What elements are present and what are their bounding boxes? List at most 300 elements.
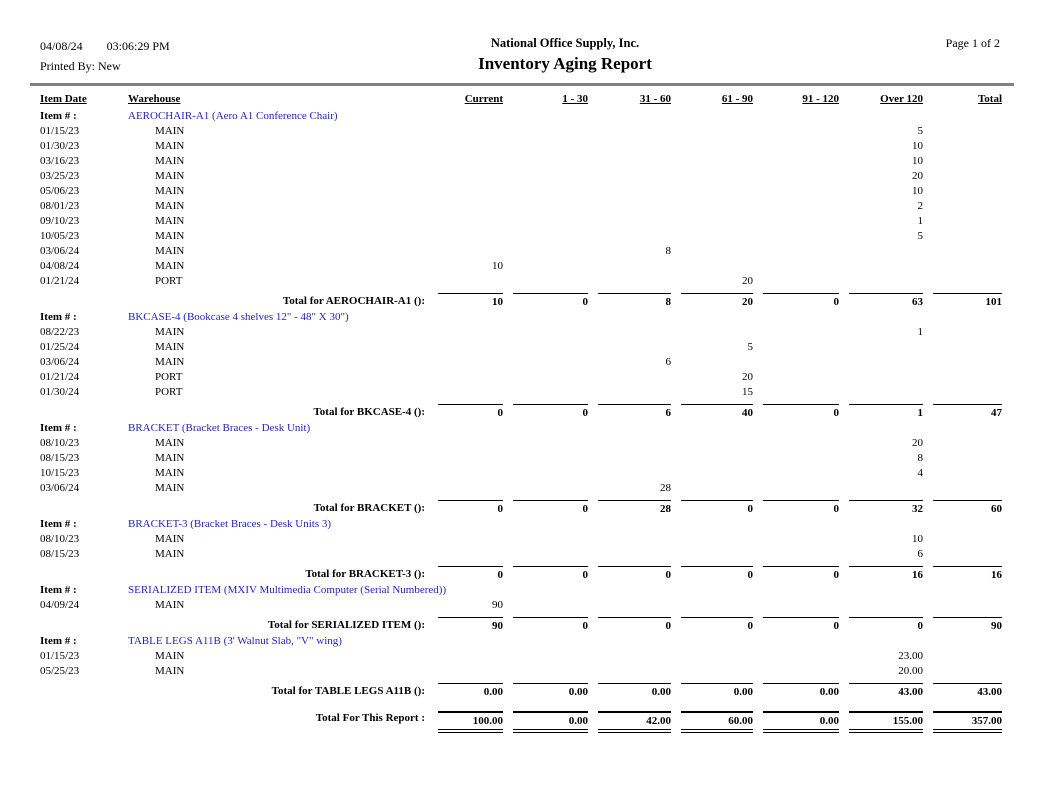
item-name-link[interactable]: AEROCHAIR-A1 (Aero A1 Conference Chair): [128, 110, 338, 122]
report-total-row: [40, 699, 1002, 733]
group-total-cell: [428, 496, 503, 516]
group-total-value: 28: [598, 500, 671, 516]
aging-value-cell: [588, 664, 671, 679]
detail-row: [40, 139, 1002, 154]
aging-value-cell: [428, 199, 503, 214]
aging-value-cell: [503, 649, 588, 664]
group-total-row: [40, 400, 1002, 420]
aging-value-cell: [923, 466, 1002, 481]
aging-value-cell: [588, 154, 671, 169]
double-underline: [438, 729, 503, 733]
group-total-value: 63: [849, 293, 923, 309]
group-total-label: Total for BRACKET ():: [313, 502, 425, 514]
aging-value-cell: 20: [912, 170, 923, 182]
warehouse-cell: MAIN: [155, 341, 185, 353]
aging-value-cell: [671, 325, 753, 340]
group-total-value: 0.00: [598, 683, 671, 699]
group-total-label: Total for AEROCHAIR-A1 ():: [282, 295, 425, 307]
double-underline: [933, 729, 1002, 733]
col-header-warehouse: Warehouse: [128, 93, 181, 105]
aging-value-cell: [923, 154, 1002, 169]
aging-value-cell: [588, 124, 671, 139]
item-date-cell: 05/06/23: [40, 185, 80, 197]
warehouse-cell: MAIN: [155, 356, 185, 368]
detail-row: [40, 451, 1002, 466]
group-total-cell: [753, 496, 839, 516]
detail-row: [40, 370, 1002, 385]
item-date-cell: 05/25/23: [40, 665, 80, 677]
item-number-label: Item # :: [40, 422, 77, 434]
aging-value-cell: 5: [917, 125, 923, 137]
warehouse-cell: MAIN: [155, 533, 185, 545]
aging-value-cell: 8: [665, 245, 671, 257]
group-total-label: Total for BKCASE-4 ():: [313, 406, 425, 418]
report-total-cell: [923, 699, 1002, 733]
group-total-cell: [923, 400, 1002, 420]
group-total-value: 0.00: [681, 683, 753, 699]
aging-value-cell: [671, 598, 753, 613]
header-divider-rule: [30, 83, 1014, 86]
group-total-value: 16: [933, 566, 1002, 582]
aging-value-cell: [923, 244, 1002, 259]
aging-value-cell: [503, 124, 588, 139]
aging-value-cell: [428, 370, 503, 385]
item-header-row: [40, 516, 1002, 532]
warehouse-cell: PORT: [155, 371, 183, 383]
aging-value-cell: 90: [492, 599, 503, 611]
aging-value-cell: [839, 385, 923, 400]
aging-value-cell: [503, 547, 588, 562]
group-total-label: Total for SERIALIZED ITEM ():: [267, 619, 425, 631]
group-total-cell: [923, 562, 1002, 582]
aging-value-cell: [428, 325, 503, 340]
report-total-cell: [428, 699, 503, 733]
group-total-value: 40: [681, 404, 753, 420]
item-number-label: Item # :: [40, 110, 77, 122]
group-total-cell: [428, 562, 503, 582]
detail-row: [40, 229, 1002, 244]
aging-value-cell: [753, 274, 839, 289]
item-header-row: [40, 108, 1002, 124]
printed-by: Printed By: New: [40, 59, 121, 73]
aging-value-cell: [671, 451, 753, 466]
aging-value-cell: [503, 154, 588, 169]
aging-value-cell: [753, 325, 839, 340]
group-total-value: 16: [849, 566, 923, 582]
aging-value-cell: [428, 532, 503, 547]
aging-value-cell: [503, 451, 588, 466]
group-total-value: 20: [681, 293, 753, 309]
aging-value-cell: [503, 355, 588, 370]
warehouse-cell: MAIN: [155, 650, 185, 662]
item-date-cell: 01/30/24: [40, 386, 80, 398]
aging-value-cell: [753, 370, 839, 385]
group-total-value: 0: [763, 500, 839, 516]
group-total-cell: [753, 289, 839, 309]
aging-value-cell: 8: [917, 452, 923, 464]
item-date-cell: 03/06/24: [40, 356, 80, 368]
aging-value-cell: 20.00: [898, 665, 923, 677]
aging-value-cell: [671, 244, 753, 259]
aging-value-cell: [753, 259, 839, 274]
report-total-value: 155.00: [849, 711, 923, 728]
detail-row: [40, 340, 1002, 355]
group-total-value: 0: [763, 404, 839, 420]
aging-value-cell: [503, 532, 588, 547]
group-total-value: 0: [438, 566, 503, 582]
aging-value-cell: [503, 325, 588, 340]
aging-value-cell: [428, 649, 503, 664]
item-date-cell: 01/15/23: [40, 650, 80, 662]
report-total-cell: [588, 699, 671, 733]
aging-value-cell: [671, 169, 753, 184]
group-total-cell: [588, 613, 671, 633]
aging-value-cell: [503, 139, 588, 154]
aging-value-cell: [503, 598, 588, 613]
aging-value-cell: [671, 154, 753, 169]
double-underline: [681, 729, 753, 733]
aging-value-cell: 10: [492, 260, 503, 272]
aging-value-cell: [839, 274, 923, 289]
aging-value-cell: 6: [665, 356, 671, 368]
aging-value-cell: [671, 259, 753, 274]
item-date-cell: 08/01/23: [40, 200, 80, 212]
aging-value-cell: [753, 532, 839, 547]
aging-value-cell: 6: [917, 548, 923, 560]
item-date-cell: 03/16/23: [40, 155, 80, 167]
item-date-cell: 04/09/24: [40, 599, 80, 611]
item-date-cell: 01/21/24: [40, 371, 80, 383]
col-header-91-120: 91 - 120: [802, 93, 839, 105]
item-header-row: [40, 582, 1002, 598]
group-total-cell: [923, 613, 1002, 633]
aging-value-cell: 20: [742, 371, 753, 383]
group-total-cell: [503, 613, 588, 633]
aging-value-cell: [503, 244, 588, 259]
group-total-cell: [671, 562, 753, 582]
detail-row: [40, 466, 1002, 481]
item-date-cell: 08/15/23: [40, 452, 80, 464]
aging-value-cell: [671, 139, 753, 154]
aging-value-cell: [588, 139, 671, 154]
group-total-row: [40, 679, 1002, 699]
aging-value-cell: [753, 184, 839, 199]
detail-row: [40, 154, 1002, 169]
group-total-cell: [503, 562, 588, 582]
detail-row: [40, 664, 1002, 679]
detail-row: [40, 436, 1002, 451]
aging-value-cell: [428, 547, 503, 562]
aging-value-cell: [503, 385, 588, 400]
aging-value-cell: [588, 466, 671, 481]
item-header-row: [40, 633, 1002, 649]
group-total-cell: [588, 679, 671, 699]
aging-value-cell: [923, 325, 1002, 340]
item-name-link[interactable]: BKCASE-4 (Bookcase 4 shelves 12" - 48" X 30"): [128, 311, 349, 323]
aging-value-cell: [923, 184, 1002, 199]
warehouse-cell: MAIN: [155, 125, 185, 137]
group-total-value: 0: [513, 566, 588, 582]
aging-value-cell: [923, 229, 1002, 244]
detail-row: [40, 481, 1002, 496]
group-total-value: 0: [681, 566, 753, 582]
aging-value-cell: [923, 214, 1002, 229]
group-total-row: [40, 496, 1002, 516]
double-underline: [849, 729, 923, 733]
group-total-value: 0: [598, 566, 671, 582]
group-total-value: 1: [849, 404, 923, 420]
aging-value-cell: [588, 325, 671, 340]
group-total-cell: [428, 613, 503, 633]
page-header: [0, 0, 1044, 76]
aging-value-cell: [923, 169, 1002, 184]
warehouse-cell: MAIN: [155, 155, 185, 167]
header-center-block: [330, 36, 800, 74]
warehouse-cell: MAIN: [155, 548, 185, 560]
aging-value-cell: [428, 436, 503, 451]
aging-value-cell: [503, 664, 588, 679]
aging-value-cell: [839, 259, 923, 274]
aging-value-cell: [588, 649, 671, 664]
item-name-link[interactable]: TABLE LEGS A11B (3' Walnut Slab, "V" wing): [128, 635, 342, 647]
aging-value-cell: [753, 436, 839, 451]
item-date-cell: 01/30/23: [40, 140, 80, 152]
item-date-cell: 01/15/23: [40, 125, 80, 137]
aging-value-cell: [923, 340, 1002, 355]
item-name-link[interactable]: BRACKET-3 (Bracket Braces - Desk Units 3): [128, 518, 332, 530]
report-total-cell: [503, 699, 588, 733]
warehouse-cell: MAIN: [155, 245, 185, 257]
item-header-row: [40, 309, 1002, 325]
aging-value-cell: [503, 169, 588, 184]
warehouse-cell: MAIN: [155, 599, 185, 611]
group-total-cell: [671, 679, 753, 699]
aging-value-cell: [753, 214, 839, 229]
detail-row: [40, 169, 1002, 184]
aging-value-cell: [671, 355, 753, 370]
report-total-value: 0.00: [763, 711, 839, 728]
warehouse-cell: MAIN: [155, 437, 185, 449]
aging-value-cell: [428, 154, 503, 169]
item-date-cell: 08/10/23: [40, 533, 80, 545]
warehouse-cell: MAIN: [155, 230, 185, 242]
aging-value-cell: [671, 532, 753, 547]
group-total-value: 0: [763, 566, 839, 582]
group-total-value: 0: [513, 404, 588, 420]
group-total-cell: [839, 289, 923, 309]
warehouse-cell: PORT: [155, 386, 183, 398]
group-total-value: 43.00: [933, 683, 1002, 699]
aging-value-cell: [588, 340, 671, 355]
group-total-cell: [839, 613, 923, 633]
aging-value-cell: [753, 169, 839, 184]
aging-value-cell: [428, 385, 503, 400]
aging-value-cell: [753, 229, 839, 244]
group-total-label: Total for TABLE LEGS A11B ():: [271, 685, 425, 697]
group-total-cell: [671, 400, 753, 420]
aging-value-cell: [671, 436, 753, 451]
group-total-label: Total for BRACKET-3 ():: [305, 568, 425, 580]
item-name-link[interactable]: SERIALIZED ITEM (MXIV Multimedia Computer (Serial Numbered)): [128, 584, 447, 596]
item-date-cell: 01/25/24: [40, 341, 80, 353]
aging-value-cell: [428, 664, 503, 679]
col-header-1-30: 1 - 30: [562, 93, 588, 105]
aging-value-cell: [753, 481, 839, 496]
detail-row: [40, 184, 1002, 199]
aging-value-cell: [671, 547, 753, 562]
col-header-total: Total: [977, 93, 1002, 105]
print-datetime: [40, 36, 330, 56]
aging-value-cell: [923, 385, 1002, 400]
group-total-value: 0: [598, 617, 671, 633]
warehouse-cell: MAIN: [155, 452, 185, 464]
warehouse-cell: MAIN: [155, 170, 185, 182]
aging-value-cell: [753, 340, 839, 355]
warehouse-cell: PORT: [155, 275, 183, 287]
group-total-value: 0: [681, 500, 753, 516]
group-total-cell: [588, 562, 671, 582]
group-total-value: 32: [849, 500, 923, 516]
aging-value-cell: 20: [742, 275, 753, 287]
aging-value-cell: [753, 649, 839, 664]
aging-value-cell: [923, 649, 1002, 664]
aging-value-cell: [428, 466, 503, 481]
group-total-value: 90: [438, 617, 503, 633]
aging-value-cell: [753, 355, 839, 370]
item-name-link[interactable]: BRACKET (Bracket Braces - Desk Unit): [128, 422, 311, 434]
aging-value-cell: [671, 664, 753, 679]
aging-value-cell: [839, 370, 923, 385]
report-total-value: 357.00: [933, 711, 1002, 728]
aging-value-cell: [753, 244, 839, 259]
col-header-item-date: Item Date: [40, 93, 87, 105]
aging-value-cell: [588, 532, 671, 547]
aging-value-cell: [588, 229, 671, 244]
aging-value-cell: 10: [912, 185, 923, 197]
aging-value-cell: [428, 229, 503, 244]
aging-value-cell: [503, 214, 588, 229]
group-total-cell: [753, 613, 839, 633]
item-header-row: [40, 420, 1002, 436]
aging-value-cell: [588, 436, 671, 451]
aging-value-cell: 23.00: [898, 650, 923, 662]
aging-value-cell: 5: [747, 341, 753, 353]
group-total-cell: [503, 400, 588, 420]
aging-value-cell: [923, 355, 1002, 370]
aging-value-cell: [671, 229, 753, 244]
double-underline: [598, 729, 671, 733]
detail-row: [40, 355, 1002, 370]
aging-value-cell: [588, 547, 671, 562]
double-underline: [763, 729, 839, 733]
detail-row: [40, 649, 1002, 664]
detail-row: [40, 598, 1002, 613]
group-total-cell: [923, 289, 1002, 309]
report-table: [40, 88, 1002, 733]
item-number-label: Item # :: [40, 518, 77, 530]
aging-value-cell: [839, 244, 923, 259]
aging-value-cell: [923, 451, 1002, 466]
detail-row: [40, 274, 1002, 289]
group-total-value: 43.00: [849, 683, 923, 699]
group-total-cell: [588, 496, 671, 516]
aging-value-cell: [671, 199, 753, 214]
aging-value-cell: [588, 370, 671, 385]
aging-value-cell: [923, 532, 1002, 547]
aging-value-cell: [503, 436, 588, 451]
group-total-value: 0: [513, 500, 588, 516]
group-total-cell: [671, 289, 753, 309]
aging-value-cell: [753, 139, 839, 154]
item-date-cell: 08/15/23: [40, 548, 80, 560]
detail-row: [40, 547, 1002, 562]
detail-row: [40, 385, 1002, 400]
detail-row: [40, 214, 1002, 229]
aging-value-cell: [428, 139, 503, 154]
group-total-value: 8: [598, 293, 671, 309]
aging-value-cell: [923, 199, 1002, 214]
aging-value-cell: [503, 274, 588, 289]
group-total-cell: [923, 679, 1002, 699]
aging-value-cell: [923, 274, 1002, 289]
aging-value-cell: [839, 481, 923, 496]
report-body: [40, 108, 1002, 733]
group-total-cell: [428, 289, 503, 309]
aging-value-cell: [428, 451, 503, 466]
item-date-cell: 10/05/23: [40, 230, 80, 242]
aging-value-cell: [428, 169, 503, 184]
detail-row: [40, 259, 1002, 274]
report-total-cell: [671, 699, 753, 733]
aging-value-cell: [588, 169, 671, 184]
aging-value-cell: [503, 199, 588, 214]
aging-value-cell: [923, 139, 1002, 154]
aging-value-cell: [428, 274, 503, 289]
aging-value-cell: [503, 466, 588, 481]
item-number-label: Item # :: [40, 311, 77, 323]
aging-value-cell: [588, 214, 671, 229]
header-left-block: [40, 36, 330, 76]
detail-row: [40, 532, 1002, 547]
aging-value-cell: [923, 481, 1002, 496]
aging-value-cell: [753, 547, 839, 562]
aging-value-cell: [839, 355, 923, 370]
warehouse-cell: MAIN: [155, 215, 185, 227]
aging-value-cell: [671, 649, 753, 664]
aging-value-cell: [839, 340, 923, 355]
aging-value-cell: [923, 124, 1002, 139]
aging-value-cell: 10: [912, 155, 923, 167]
aging-value-cell: [503, 259, 588, 274]
aging-value-cell: 10: [912, 533, 923, 545]
group-total-value: 0: [438, 500, 503, 516]
group-total-value: 0: [513, 293, 588, 309]
warehouse-cell: MAIN: [155, 140, 185, 152]
group-total-value: 0: [513, 617, 588, 633]
aging-value-cell: 10: [912, 140, 923, 152]
group-total-value: 0.00: [438, 683, 503, 699]
warehouse-cell: MAIN: [155, 200, 185, 212]
group-total-value: 101: [933, 293, 1002, 309]
group-total-value: 0.00: [763, 683, 839, 699]
aging-value-cell: 28: [660, 482, 671, 494]
group-total-cell: [923, 496, 1002, 516]
detail-row: [40, 325, 1002, 340]
item-date-cell: 03/06/24: [40, 245, 80, 257]
report-total-value: 0.00: [513, 711, 588, 728]
group-total-cell: [588, 400, 671, 420]
aging-value-cell: [588, 274, 671, 289]
